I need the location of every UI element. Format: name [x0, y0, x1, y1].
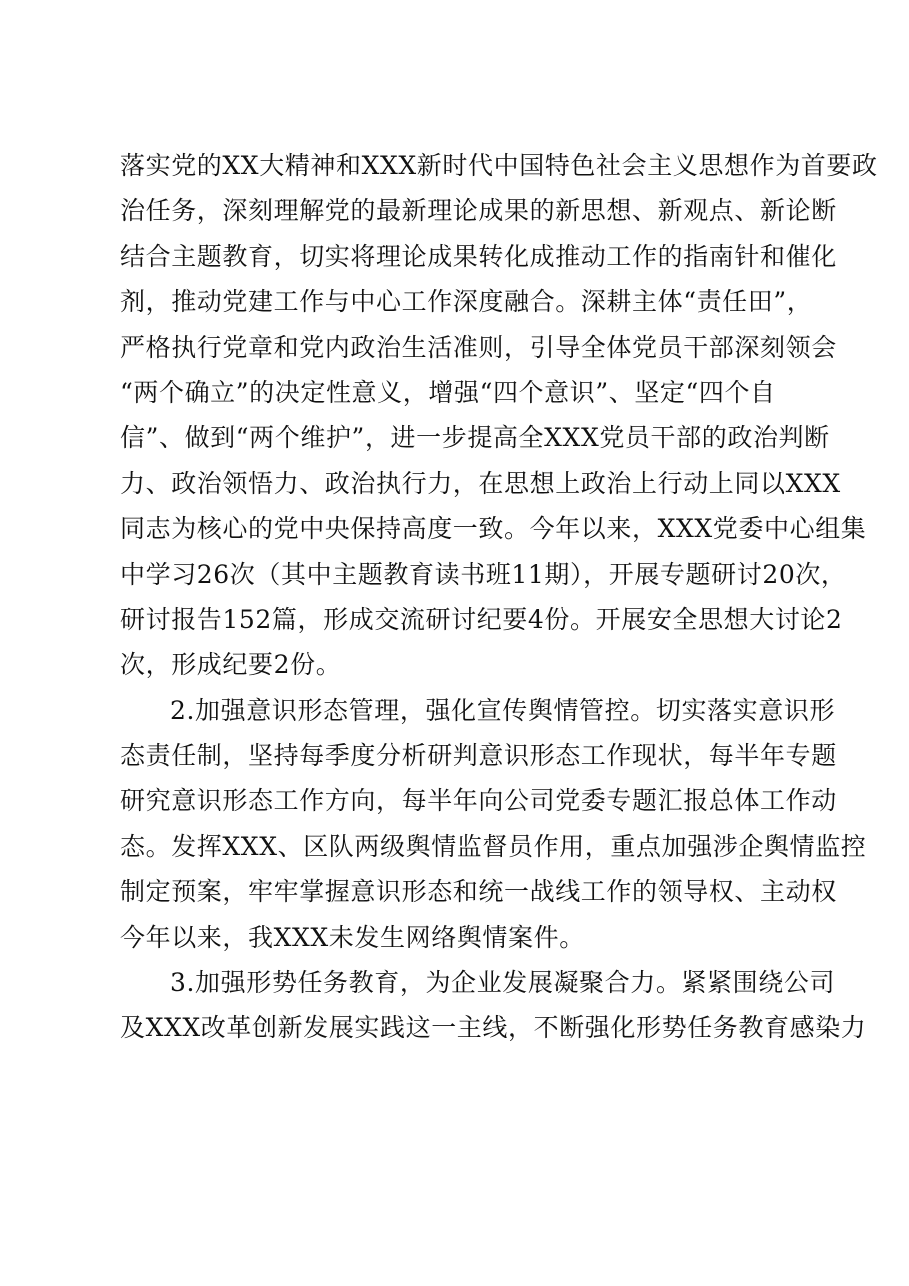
text-line-8: 力、政治领悟力、政治执行力，在思想上政治上行动上同以XXX [120, 468, 841, 498]
text-line-1: 落实党的XX大精神和XXX新时代中国特色社会主义思想作为首要政 [120, 151, 878, 180]
text-line-5: 严格执行党章和党内政治生活准则，引导全体党员干部深刻领会 [120, 332, 837, 362]
text-line-10: 中学习26次（其中主题教育读书班11期），开展专题研讨20次， [120, 559, 847, 589]
text-line-7: 信”、做到“两个维护”，进一步提高全XXX党员干部的政治判断 [120, 423, 830, 453]
text-line-6: “两个确立”的决定性意义，增强“四个意识”、坚定“四个自 [120, 377, 776, 407]
text-line-9: 同志为核心的党中央保持高度一致。今年以来，XXX党委中心组集 [120, 514, 867, 544]
text-line-17: 制定预案，牢牢掌握意识形态和统一战线工作的领导权、主动权 [120, 877, 837, 907]
text-line-12: 次，形成纪要2份。 [120, 650, 342, 680]
text-line-19: 3.加强形势任务教育，为企业发展凝聚合力。紧紧围绕公司 [170, 968, 836, 998]
text-line-18: 今年以来，我XXX未发生网络舆情案件。 [120, 922, 585, 952]
text-line-20: 及XXX改革创新发展实践这一主线，不断强化形势任务教育感染力 [120, 1013, 867, 1043]
text-line-11: 研讨报告152篇，形成交流研讨纪要4份。开展安全思想大讨论2 [120, 604, 843, 634]
text-line-14: 态责任制，坚持每季度分析研判意识形态工作现状，每半年专题 [120, 741, 837, 771]
text-line-16: 态。发挥XXX、区队两级舆情监督员作用，重点加强涉企舆情监控 [120, 831, 867, 861]
text-line-2: 治任务，深刻理解党的最新理论成果的新思想、新观点、新论断 [120, 196, 837, 226]
text-line-13: 2.加强意识形态管理，强化宣传舆情管控。切实落实意识形 [170, 695, 836, 725]
text-line-4: 剂，推动党建工作与中心工作深度融合。深耕主体“责任田”， [120, 287, 813, 317]
document-body [120, 143, 878, 1051]
text-line-3: 结合主题教育，切实将理论成果转化成推动工作的指南针和催化 [120, 241, 837, 271]
text-line-15: 研究意识形态工作方向，每半年向公司党委专题汇报总体工作动 [120, 786, 837, 816]
